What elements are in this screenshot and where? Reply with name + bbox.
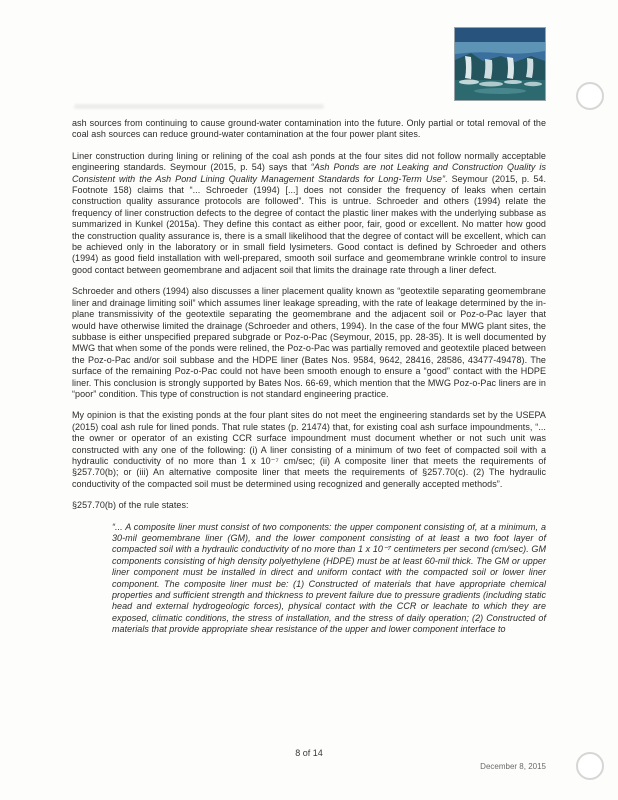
page-number: 8 of 14 bbox=[295, 748, 323, 758]
paragraph-1-text: ash sources from continuing to cause ground-water contamination into the future. Only partial or total removal of the coal ash sources can reduce ground-water contamination at the four power plant sites. bbox=[72, 118, 546, 140]
waterfall-photo bbox=[455, 28, 545, 100]
paragraph-4-text: My opinion is that the existing ponds at the four plant sites do not meet the engineering standards set by the USEPA (2015) coal ash rule for lined ponds. That rule states (p. 21474) that, for existing coal ash surface impoundments, “... the owner or operator of an existing CCR surface impoundment must document whether or not such unit was constructed with any one of the following: (i) A liner consisting of a minimum of two feet of compacted soil with a hydraulic conductivity of no more than 1 x 10⁻⁷ cm/sec; (ii) A composite liner that meets the requirements of §257.70(b); or (iii) An alternative composite liner that meets the requirements of §257.70(c). (2) The hydraulic conductivity of the compacted soil must be determined using recognized and generally accepted methods”. bbox=[72, 410, 546, 489]
paragraph-2 bbox=[72, 151, 546, 276]
paragraph-3 bbox=[72, 286, 546, 400]
scan-artifact-line bbox=[74, 104, 324, 109]
paragraph-1 bbox=[72, 118, 546, 141]
paragraph-4 bbox=[72, 410, 546, 490]
block-quote-text: “... A composite liner must consist of two components: the upper component consisting of, at a minimum, a 30-mil geomembrane liner (GM), and the lower component consisting of at least a two foot layer of compacted soil with a hydraulic conductivity of no more than 1 x 10⁻⁷ centimeters per second (cm/sec). GM components consisting of high density polyethylene (HDPE) must be at least 60-mil thick. The GM or upper liner component must be installed in direct and uniform contact with the compacted soil or lower liner component. The composite liner must be: (1) Constructed of materials that have appropriate chemical properties and sufficient strength and thickness to prevent failure due to pressure gradients (including static head and external hydrogeologic forces), physical contact with the CCR or leachate to which they are exposed, climatic conditions, the stress of installation, and the stress of daily operation; (2) Constructed of materials that provide appropriate shear resistance of the upper and lower component interface to bbox=[112, 521, 546, 635]
paragraph-2-italic-quote: “Ash Ponds are not Leaking and Construction Quality is Consistent with the Ash Pond Lining Quality Management Standards for Long-Term Use” bbox=[72, 162, 546, 184]
paragraph-5-text: §257.70(b) of the rule states: bbox=[72, 500, 189, 511]
waterfall-photo-art bbox=[455, 28, 545, 100]
paragraph-3-text: Schroeder and others (1994) also discusses a liner placement quality known as “geotextile separating geomembrane liner and drainage limiting soil” which assumes liner leakage spreading, with the rate of leakage determined by the in-plane transmissivity of the geotextile separating the geomembrane and the adjacent soil or Poz-o-Pac layer that would have otherwise limited the drainage (Schroeder and others, 1994). In the case of the four MWG plant sites, the subbase is either unspecified prepared subgrade or Poz-o-Pac (Seymour, 2015, pp. 28-35). It is well documented by MWG that when some of the ponds were relined, the Poz-o-Pac was partially removed and geotextile placed between the Poz-o-Pac and/or soil subbase and the HDPE liner (Bates Nos. 9584, 9642, 28416, 28586, 43477-49478). The surface of the remaining Poz-o-Pac could not have been smooth enough to ensure a “good” contact with the HDPE liner. This conclusion is strongly supported by Bates Nos. 66-69, which mention that the MWG Poz-o-Pac liners are in “poor” condition. This type of construction is not standard engineering practice. bbox=[72, 286, 546, 399]
hole-punch-top bbox=[576, 82, 604, 110]
paragraph-5 bbox=[72, 500, 546, 511]
footer-date: December 8, 2015 bbox=[480, 762, 546, 771]
document-body bbox=[72, 118, 546, 646]
paragraph-2-text: Liner construction during lining or relining of the coal ash ponds at the four sites did not follow normally acceptable engineering standards. Seymour (2015, p. 54) says that bbox=[72, 150, 546, 173]
hole-punch-bottom bbox=[576, 752, 604, 780]
block-quote bbox=[112, 522, 546, 636]
paragraph-2-text-cont: . Seymour (2015, p. 54. Footnote 158) claims that “... Schroeder (1994) [...] does not consider the frequency of leaks when certain construction quality assurance protocols are followed”. This is untrue. Schroeder and others (1994) relate the frequency of liner construction defects to the degree of contact the plastic liner makes with the underlying subbase as summarized in Kunkel (2015a). They define this contact as either poor, fair, good or excellent. No matter how good the construction quality assurance is, there is a small likelihood that the degree of contact will be excellent, which can be achieved only in the laboratory or in small field lysimeters. Good contact is defined by Schroeder and others (1994) as good field installation with well-prepared, smooth soil surface and geomembrane wrinkle control to insure good contact between geomembrane and adjacent soil that limits the drainage rate through a liner defect. bbox=[72, 173, 546, 275]
